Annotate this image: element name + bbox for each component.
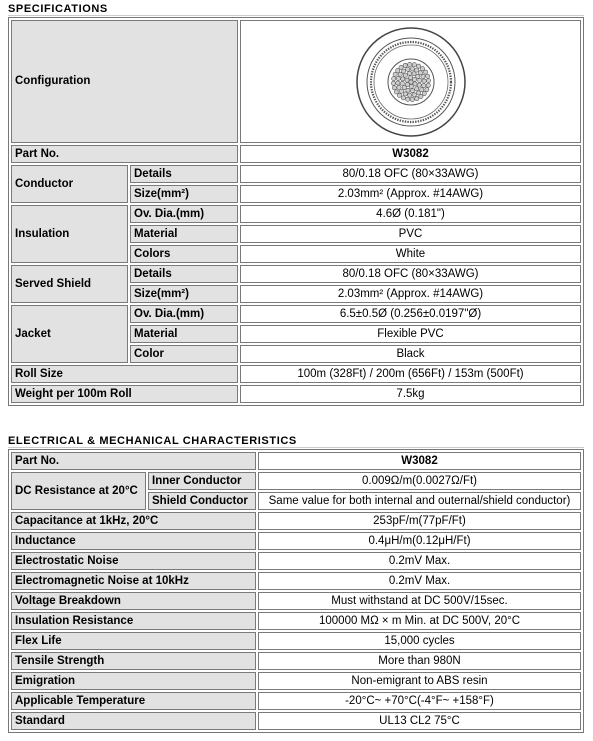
conductor-details-row (11, 165, 581, 183)
strand (410, 88, 414, 92)
conductor-details-label: Details (130, 165, 238, 183)
jacket-material-value: Flexible PVC (240, 325, 581, 343)
weight-value: 7.5kg (240, 385, 581, 403)
row-label: Applicable Temperature (11, 692, 256, 710)
strand (415, 74, 419, 78)
strand (400, 76, 404, 80)
table-row (11, 592, 581, 610)
strand (421, 83, 425, 87)
table-row (11, 652, 581, 670)
jacket-ovdia-value: 6.5±0.5Ø (0.256±0.0197"Ø) (240, 305, 581, 323)
strand (407, 93, 411, 97)
served-shield-label: Served Shield (11, 265, 128, 303)
configuration-row (11, 20, 581, 143)
shield-size-value: 2.03mm² (Approx. #14AWG) (240, 285, 581, 303)
insulation-ovdia-label: Ov. Dia.(mm) (130, 205, 238, 223)
insulation-material-label: Material (130, 225, 238, 243)
roll-size-label: Roll Size (11, 365, 238, 383)
row-label: Tensile Strength (11, 652, 256, 670)
table-row (11, 552, 581, 570)
strand (417, 82, 421, 86)
shield-details-value: 80/0.18 OFC (80×33AWG) (240, 265, 581, 283)
strand (410, 97, 414, 101)
strand (424, 87, 428, 91)
row-value: 0.2mV Max. (258, 572, 581, 590)
strand (407, 62, 411, 66)
specifications-title: SPECIFICATIONS (8, 3, 108, 15)
row-label: Voltage Breakdown (11, 592, 256, 610)
row-value: 0.2mV Max. (258, 552, 581, 570)
row-value: More than 980N (258, 652, 581, 670)
strand (425, 74, 429, 78)
roll-size-value: 100m (328Ft) / 200m (656Ft) / 153m (500Ft) (240, 365, 581, 383)
strand (420, 66, 424, 70)
table-row (11, 532, 581, 550)
strand (405, 67, 409, 71)
strand (408, 75, 412, 79)
dc-resistance-inner-row (11, 472, 581, 490)
strand (396, 76, 400, 80)
insulation-material-value: PVC (240, 225, 581, 243)
shield-details-label: Details (130, 265, 238, 283)
strand (394, 89, 398, 93)
strand (409, 84, 413, 88)
strand (414, 96, 418, 100)
conductor-details-value: 80/0.18 OFC (80×33AWG) (240, 165, 581, 183)
strand (393, 72, 397, 76)
shield-conductor-value: Same value for both internal and outernal/shield conductor) (258, 492, 581, 510)
weight-label: Weight per 100m Roll (11, 385, 238, 403)
row-label: Standard (11, 712, 256, 730)
strand (399, 65, 403, 69)
specifications-table (8, 17, 584, 406)
table-row (11, 672, 581, 690)
strand (400, 81, 404, 85)
row-label: Emigration (11, 672, 256, 690)
configuration-image-cell (240, 20, 581, 143)
table-row (11, 572, 581, 590)
part-no-value: W3082 (240, 145, 581, 163)
table-row (11, 612, 581, 630)
strand (426, 78, 430, 82)
jacket-ovdia-label: Ov. Dia.(mm) (130, 305, 238, 323)
elec-part-no-row (11, 452, 581, 470)
strand (410, 66, 414, 70)
strand (399, 89, 403, 93)
strand (426, 83, 430, 87)
row-label: Insulation Resistance (11, 612, 256, 630)
strand (411, 71, 415, 75)
table-row (11, 712, 581, 730)
row-label: Flex Life (11, 632, 256, 650)
row-value: 0.4μH/m(0.12μH/Ft) (258, 532, 581, 550)
strand (422, 91, 426, 95)
configuration-label: Configuration (11, 20, 238, 143)
elec-part-no-label: Part No. (11, 452, 256, 470)
jacket-color-label: Color (130, 345, 238, 363)
electrical-rule (8, 447, 584, 448)
conductor-label: Conductor (11, 165, 128, 203)
strand (416, 64, 420, 68)
insulation-colors-value: White (240, 245, 581, 263)
row-value: Must withstand at DC 500V/15sec. (258, 592, 581, 610)
conductor-size-label: Size(mm²) (130, 185, 238, 203)
insulation-colors-label: Colors (130, 245, 238, 263)
insulation-ovdia-value: 4.6Ø (0.181") (240, 205, 581, 223)
inner-conductor-label: Inner Conductor (148, 472, 256, 490)
cable-cross-section-image (355, 26, 467, 138)
conductor-size-value: 2.03mm² (Approx. #14AWG) (240, 185, 581, 203)
table-row (11, 692, 581, 710)
strand (422, 78, 426, 82)
row-label: Electromagnetic Noise at 10kHz (11, 572, 256, 590)
row-value: UL13 CL2 75°C (258, 712, 581, 730)
shield-conductor-label: Shield Conductor (148, 492, 256, 510)
strand (391, 76, 395, 80)
strand (402, 85, 406, 89)
strand (423, 70, 427, 74)
row-value: 100000 MΩ × m Min. at DC 500V, 20°C (258, 612, 581, 630)
insulation-ovdia-row (11, 205, 581, 223)
strand (414, 86, 418, 90)
electrical-table (8, 449, 584, 733)
row-value: -20°C~ +70°C(-4°F~ +158°F) (258, 692, 581, 710)
row-label: Inductance (11, 532, 256, 550)
dc-resistance-label: DC Resistance at 20°C (11, 472, 146, 510)
jacket-color-value: Black (240, 345, 581, 363)
jacket-ovdia-row (11, 305, 581, 323)
conductor-strands (391, 62, 430, 101)
part-no-row (11, 145, 581, 163)
roll-size-row (11, 365, 581, 383)
strand (401, 95, 405, 99)
strand (395, 80, 399, 84)
electrical-title: ELECTRICAL & MECHANICAL CHARACTERISTICS (8, 435, 297, 447)
strand (396, 85, 400, 89)
strand (407, 71, 411, 75)
strand (403, 91, 407, 95)
row-label: Capacitance at 1kHz, 20°C (11, 512, 256, 530)
row-value: 15,000 cycles (258, 632, 581, 650)
strand (391, 81, 395, 85)
strand (412, 62, 416, 66)
strand (420, 74, 424, 78)
strand (405, 88, 409, 92)
strand (419, 87, 423, 91)
row-value: 253pF/m(77pF/Ft) (258, 512, 581, 530)
weight-row (11, 385, 581, 403)
strand (392, 85, 396, 89)
inner-conductor-value: 0.009Ω/m(0.0027Ω/Ft) (258, 472, 581, 490)
strand (417, 78, 421, 82)
table-row (11, 632, 581, 650)
strand (397, 93, 401, 97)
strand (414, 68, 418, 72)
strand (412, 92, 416, 96)
strand (418, 70, 422, 74)
elec-part-no-value: W3082 (258, 452, 581, 470)
strand (395, 68, 399, 72)
strand (405, 97, 409, 101)
table-row (11, 512, 581, 530)
jacket-label: Jacket (11, 305, 128, 363)
part-no-label: Part No. (11, 145, 238, 163)
shield-details-row (11, 265, 581, 283)
shield-size-label: Size(mm²) (130, 285, 238, 303)
strand (403, 63, 407, 67)
insulation-label: Insulation (11, 205, 128, 263)
strand (418, 94, 422, 98)
strand (398, 72, 402, 76)
row-label: Electrostatic Noise (11, 552, 256, 570)
row-value: Non-emigrant to ABS resin (258, 672, 581, 690)
strand (403, 73, 407, 77)
specifications-rule (8, 15, 584, 16)
jacket-material-label: Material (130, 325, 238, 343)
